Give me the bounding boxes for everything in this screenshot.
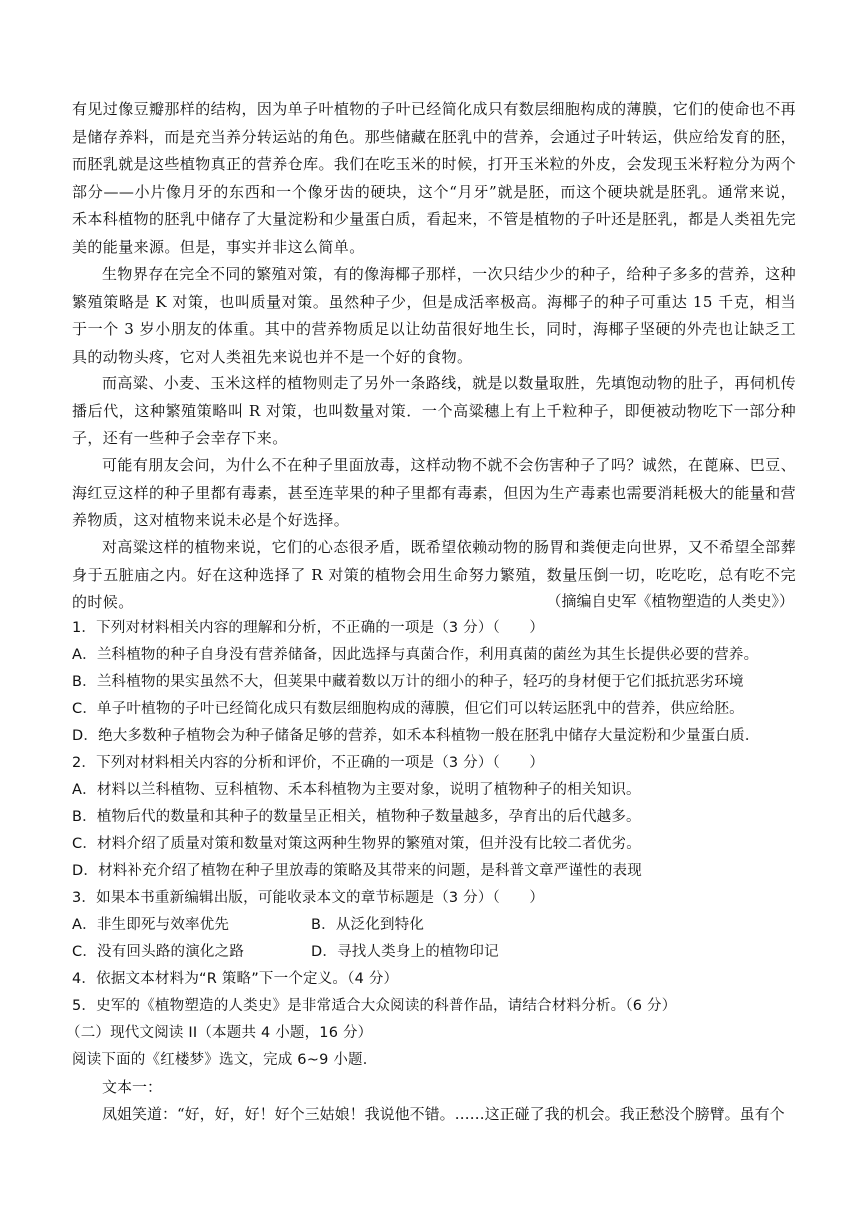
passage-paragraph-4: 可能有朋友会问，为什么不在种子里面放毒，这样动物不就不会伤害种子了吗？诚然，在蓖麻、巴豆、海红豆这样的种子里都有毒素，甚至连苹果的种子里都有毒素，但因为生产毒素也需要消耗极大的能量和营养物质，这对植物来说未必是个好选择。 bbox=[72, 456, 796, 530]
question-3-option-c: C．没有回头路的演化之路 bbox=[72, 944, 245, 960]
question-2-option-a: A．材料以兰科植物、豆科植物、禾本科植物为主要对象，说明了植物种子的相关知识。 bbox=[72, 782, 641, 798]
passage-source: （摘编自史军《植物塑造的人类史》） bbox=[546, 592, 794, 610]
question-3-row-2 bbox=[72, 939, 796, 966]
section-2-instruction: 阅读下面的《红楼梦》选文，完成 6~9 小题． bbox=[72, 1052, 378, 1068]
question-1-option-a: A．兰科植物的种子自身没有营养储备，因此选择与真菌合作，利用真菌的菌丝为其生长提供必要的营养。 bbox=[72, 647, 759, 663]
question-3-stem: 3．如果本书重新编辑出版，可能收录本文的章节标题是（3 分）（ ） bbox=[72, 890, 545, 906]
question-2-stem: 2．下列对材料相关内容的分析和评价，不正确的一项是（3 分）（ ） bbox=[72, 755, 545, 771]
question-1-option-c: C．单子叶植物的子叶已经简化成只有数层细胞构成的薄膜，但它们可以转运胚乳中的营养，供应给胚。 bbox=[72, 701, 744, 717]
question-1-option-b: B．兰科植物的果实虽然不大，但荚果中藏着数以万计的细小的种子，轻巧的身材便于它们抵抗恶劣环境 bbox=[72, 674, 744, 690]
passage-paragraph-1: 有见过像豆瓣那样的结构，因为单子叶植物的子叶已经简化成只有数层细胞构成的薄膜，它们的使命也不再是储存养料，而是充当养分转运站的角色。那些储藏在胚乳中的营养，会通过子叶转运，供应给发育的胚，而胚乳就是这些植物真正的营养仓库。我们在吃玉米的时候，打开玉米粒的外皮，会发现玉米籽粒分为两个部分——小片像月牙的东西和一个像牙齿的硬块，这个“月牙”就是胚，而这个硬块就是胚乳。通常来说，禾本科植物的胚乳中储存了大量淀粉和少量蛋白质，看起来，不管是植物的子叶还是胚乳，都是人类祖先完美的能量来源。但是，事实并非这么简单。 bbox=[72, 100, 796, 256]
text-1-opening: 凤姐笑道：“好，好，好！好个三姑娘！我说他不错。……这正碰了我的机会。我正愁没个膀臂。虽有个 bbox=[102, 1105, 785, 1123]
text-1-label: 文本一： bbox=[102, 1078, 163, 1096]
question-2-option-c: C．材料介绍了质量对策和数量对策这两种生物界的繁殖对策，但并没有比较二者优劣。 bbox=[72, 836, 641, 852]
passage-paragraph-3: 而高粱、小麦、玉米这样的植物则走了另外一条路线，就是以数量取胜，先填饱动物的肚子，再伺机传播后代，这种繁殖策略叫 R 对策，也叫数量对策．一个高粱穗上有上千粒种子，即便被动物吃下一部分种子，还有一些种子会幸存下来。 bbox=[72, 374, 796, 448]
question-1-option-d: D．绝大多数种子植物会为种子储备足够的营养，如禾本科植物一般在胚乳中储存大量淀粉和少量蛋白质． bbox=[72, 728, 760, 744]
question-3-option-a: A．非生即死与效率优先 bbox=[72, 917, 230, 933]
passage-paragraph-5: 对高粱这样的植物来说，它们的心态很矛盾，既希望依赖动物的肠胃和粪便走向世界，又不希望全部葬身于五脏庙之内。好在这种选择了 R 对策的植物会用生命努力繁殖，数量压倒一切，吃吃吃，总有吃不完的时候。 bbox=[72, 538, 796, 612]
question-3-row-1 bbox=[72, 912, 796, 939]
question-5: 5．史军的《植物塑造的人类史》是非常适合大众阅读的科普作品，请结合材料分析。（6 分） bbox=[72, 998, 677, 1014]
section-2-heading: （二）现代文阅读 II（本题共 4 小题，16 分） bbox=[66, 1025, 373, 1041]
question-2-option-b: B．植物后代的数量和其种子的数量呈正相关，植物种子数量越多，孕育出的后代越多。 bbox=[72, 809, 641, 825]
passage-paragraph-2: 生物界存在完全不同的繁殖对策，有的像海椰子那样，一次只结少少的种子，给种子多多的营养，这种繁殖策略是 K 对策，也叫质量对策。虽然种子少，但是成活率极高。海椰子的种子可重达 15 千克，相当于一个 3 岁小朋友的体重。其中的营养物质足以让幼苗很好地生长，同时，海椰子坚硬的外壳也让缺乏工具的动物头疼，它对人类祖先来说也并不是一个好的食物。 bbox=[72, 265, 796, 366]
question-2-option-d: D．材料补充介绍了植物在种子里放毒的策略及其带来的问题，是科普文章严谨性的表现 bbox=[72, 863, 642, 879]
question-4: 4．依据文本材料为“R 策略”下一个定义。（4 分） bbox=[72, 971, 399, 987]
question-3-option-b: B．从泛化到特化 bbox=[311, 917, 425, 933]
question-3-option-d: D．寻找人类身上的植物印记 bbox=[311, 944, 499, 960]
question-1-stem: 1．下列对材料相关内容的理解和分析，不正确的一项是（3 分）（ ） bbox=[72, 620, 545, 636]
